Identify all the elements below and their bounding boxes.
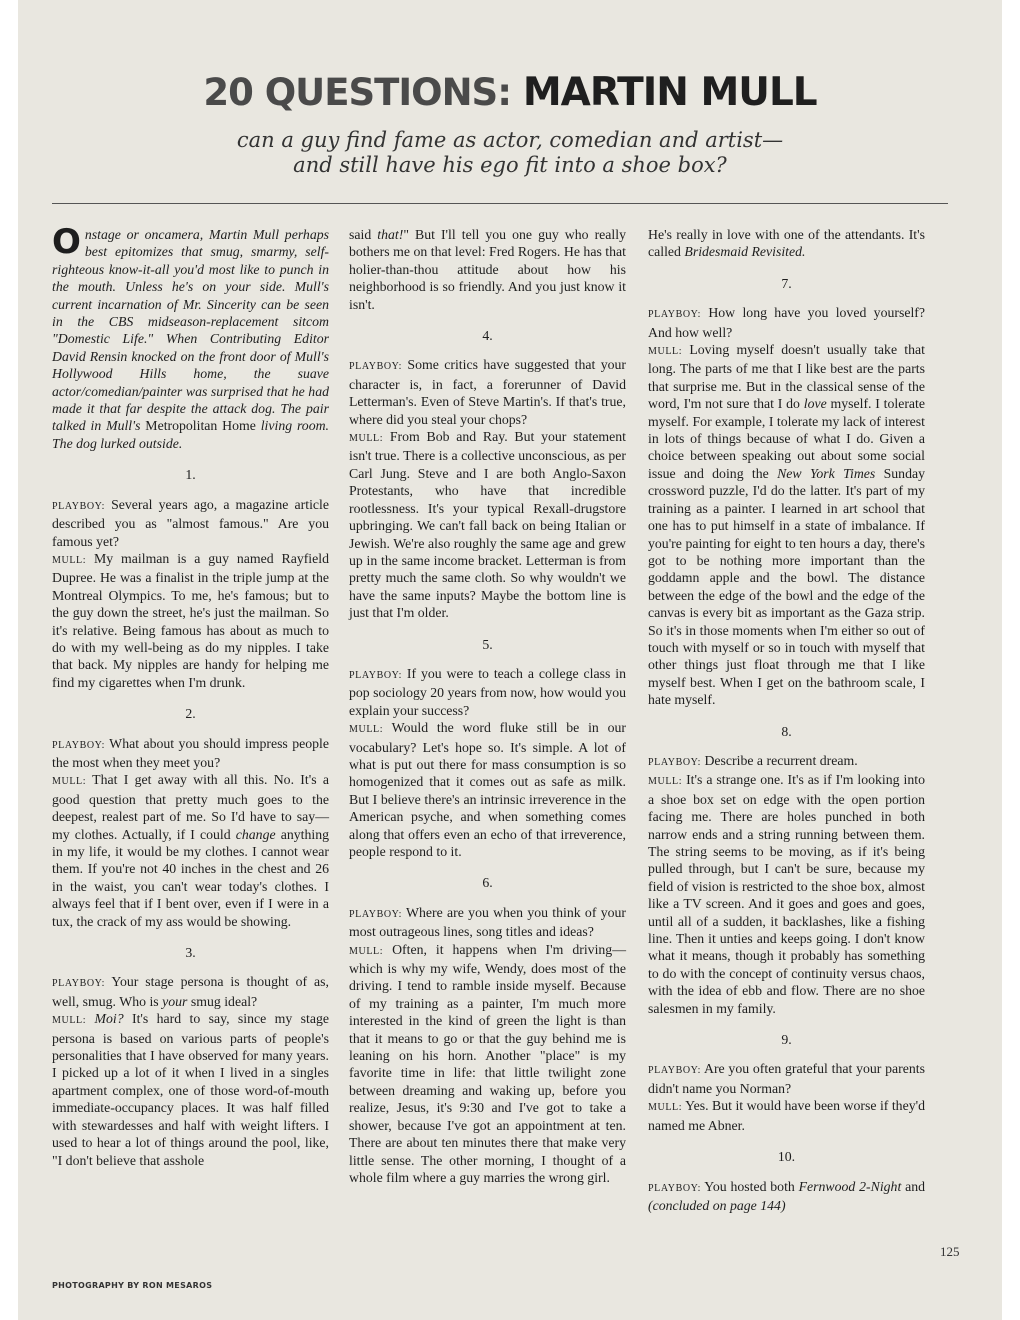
answer-text — [349, 428, 626, 621]
intro-text: nstage or oncamera, Martin Mull perhaps best epitomizes that smug, smarmy, self-righteous know-it-all you'd most like to punch in the mouth. Unless he's on your side. Mull's current incarnation of Mr. Sincerity can be seen in the CBS midseason-replacement sitcom "Domestic Life." When Contributing Editor David Rensin knocked on the front door of Mull's Hollywood Hills home, the suave actor/comedian/painter was surprised that he had made it that far despite the attack dog. The pair talked in Mull's — [52, 227, 329, 434]
speaker-label: PLAYBOY: — [349, 908, 402, 920]
answer-body: anything in my life, it would be my clothes. I cannot wear them. If you're not 40 inches in the chest and 26 in the waist, you can't wear today's clothes. I always feel that if I bent over, even if I were in a tux, the crack of my ass would be showing. — [52, 826, 329, 929]
question-body: Several years ago, a magazine article described you as "almost famous." Are you famous yet? — [52, 496, 329, 549]
question-text — [648, 304, 925, 341]
question-body: You hosted both — [704, 1178, 799, 1194]
speaker-label: MULL: — [349, 433, 384, 445]
question-emphasis: your — [162, 993, 188, 1009]
speaker-label: PLAYBOY: — [52, 739, 105, 751]
answer-text — [648, 341, 925, 709]
question-body: What about you should impress people the most when they meet you? — [52, 735, 330, 770]
speaker-label: MULL: — [52, 554, 87, 566]
answer-text — [349, 719, 626, 860]
drop-cap: O — [52, 222, 81, 262]
question-number: 6. — [482, 875, 493, 891]
answer-text — [349, 941, 626, 1187]
speaker-label: MULL: — [648, 1102, 683, 1114]
question-body: and — [901, 1178, 926, 1194]
speaker-label: MULL: — [648, 776, 683, 788]
speaker-label: PLAYBOY: — [648, 1182, 701, 1194]
answer-body: myself. I tolerate myself. For example, I tolerate my lack of interest in lots of things because of what I do. Given a choice between speaking out about some social issue and doing the — [648, 396, 925, 481]
question-text — [648, 1178, 925, 1215]
question-number: 7. — [781, 275, 792, 291]
speaker-label: PLAYBOY: — [349, 669, 402, 681]
answer-body: From Bob and Ray. But your statement isn't true. There is a collective unconscious, as per Carl Jung. Steve and I are both Anglo-Saxon Protestants, who have that incredible rootlessness. It's your typical Rexall-drugstore upbringing. We can't fall back on being Italian or Jewish. We're also roughly the same age and grew up in the same income bracket. Letterman is from pretty much the same cloth. So why wouldn't we have the same inputs? Maybe the bottom line is just that I'm older. — [349, 429, 626, 621]
subtitle-line-2: and still have his ego fit into a shoe box? — [293, 153, 727, 177]
answer-text — [52, 1010, 329, 1169]
page-subtitle — [18, 128, 1002, 178]
question-text — [52, 973, 329, 1010]
question-text — [52, 496, 329, 550]
magazine-page — [18, 0, 1002, 1320]
page-title — [18, 70, 1002, 115]
header-divider — [52, 203, 948, 204]
answer-text — [648, 1097, 925, 1134]
question-body: Your stage persona is thought of as, well, smug. Who is — [52, 974, 329, 1009]
intro-magazine-name: Metropolitan Home — [145, 418, 256, 434]
question-number: 2. — [185, 706, 196, 722]
question-body: If you were to teach a college class in pop sociology 20 years from now, how would you explain your success? — [349, 665, 626, 718]
answer-body: Loving myself doesn't usually take that long. The parts of me that I like best are the parts that surprise me. But in the classical sense of the word, I'm not sure that I do — [648, 342, 925, 412]
question-text — [648, 752, 925, 771]
question-body: Where are you when you think of your most outrageous lines, song titles and ideas? — [349, 904, 626, 940]
question-body: Describe a recurrent dream. — [704, 752, 858, 768]
question-body: Some critics have suggested that your character is, in fact, a forerunner of David Letterman's. Even of Steve Martin's. If that's true, where did you steal your chops? — [349, 357, 626, 427]
continued-text — [648, 226, 925, 261]
question-text — [648, 1060, 925, 1097]
question-number: 10. — [777, 1149, 796, 1165]
question-emphasis: Fernwood 2-Night — [798, 1178, 902, 1194]
answer-body: My mailman is a guy named Rayfield Dupree. He was a finalist in the triple jump at the Montreal Olympics. To me, he's famous; but to the guy down the street, he's just the mailman. So it's relative. Being famous has about as much to do with my well-being as do my nipples. I take that back. My nipples are handy for helping me find my cigarettes when I'm drunk. — [52, 550, 330, 690]
question-body: smug ideal? — [187, 993, 258, 1009]
answer-body: Would the word fluke still be in our vocabulary? Let's hope so. It's simple. A lot of what is put out there for mass consumption is so homogenized that it comes out as safe as milk. But I believe there's an intrinsic irreverence in the American psyche, and when something comes along that offers even an echo of that irreverence, people respond to it. — [349, 720, 627, 859]
answer-body: It's hard to say, since my stage persona is based on various parts of people's personalities that I have observed for many years. I picked up a lot of it when I lived in a singles apartment complex, one of those word-of-mouth immediate-occupancy places. It was half filled with stewardesses and half with weight lifters. I used to hear a lot of things around the pool, like, "I don't believe that asshole — [52, 1011, 329, 1168]
answer-body: That I get away with all this. No. It's a good question that pretty much goes to the deepest, realest part of me. So I'd have to say—my clothes. Actually, if I could — [52, 772, 329, 842]
speaker-label: MULL: — [52, 776, 87, 788]
question-number: 5. — [482, 636, 493, 652]
answer-emphasis: that! — [377, 227, 404, 242]
answer-emphasis: love — [803, 396, 827, 412]
speaker-label: PLAYBOY: — [349, 361, 402, 373]
answer-text — [648, 771, 925, 1017]
question-text — [349, 665, 626, 719]
answer-text — [52, 771, 329, 930]
question-number: 3. — [185, 945, 196, 961]
speaker-label: MULL: — [52, 1015, 87, 1027]
subtitle-line-1: can a guy find fame as actor, comedian and artist— — [236, 128, 784, 152]
title-name: MARTIN MULL — [522, 70, 817, 115]
speaker-label: PLAYBOY: — [648, 309, 701, 321]
intro-paragraph — [52, 222, 330, 452]
intro-text-end: living room. The dog lurked outside. — [52, 418, 330, 451]
title-prefix: 20 QUESTIONS: — [203, 71, 523, 114]
answer-emphasis: Moi? — [94, 1011, 124, 1027]
photo-credit: PHOTOGRAPHY BY RON MESAROS — [52, 1281, 213, 1290]
answer-emphasis: change — [235, 826, 276, 842]
continued-text — [349, 226, 626, 313]
speaker-label: PLAYBOY: — [648, 1065, 701, 1077]
page-number: 125 — [940, 1244, 960, 1259]
answer-body: " But I'll tell you one guy who really bothers me on that level: Fred Rogers. He has that holier-than-thou attitude about how his neighborhood is so friendly. And you just know it isn't. — [349, 227, 626, 312]
question-text — [349, 904, 626, 941]
answer-body: It's a strange one. It's as if I'm looking into a shoe box set on edge with the open portion facing me. There are holes punched in both narrow ends and a string running between them. The string seems to be moving, as if it's being pulled through, but I can't be sure, because my field of vision is restricted to the shoe box, almost like a TV screen. And it goes and goes and goes, until all of a sudden, it backlashes, like a fishing line. Then it unties and keeps going. I don't know what it means, though it probably has something to do with the concept of continuity versus chaos, with the idea of ebb and flow. There are no shoe salesmen in my family. — [648, 772, 925, 1016]
article-column-1 — [52, 222, 330, 1169]
speaker-label: MULL: — [349, 724, 384, 736]
answer-body: Sunday crossword puzzle, I'd do the latter. It's part of my training as a painter. I learned in art school that one has to put himself in a state of imbalance. If you're painting for eight to ten hours a day, there's got to be nothing more important than the goddamn apple and the bowl. The distance between the edge of the bowl and the edge of the canvas is every bit as important as the Gaza strip. So it's in those moments when I'm either so out of touch with myself or so in touch with myself that other things just float through me that I like myself best. When I get on the bathroom scale, I hate myself. — [648, 465, 925, 708]
question-body: Are you often grateful that your parents didn't name you Norman? — [648, 1061, 925, 1096]
speaker-label: PLAYBOY: — [52, 978, 105, 990]
answer-emphasis: New York Times — [777, 465, 876, 481]
question-number: 8. — [781, 723, 792, 739]
question-number: 4. — [482, 328, 493, 344]
article-column-2 — [349, 226, 626, 1186]
continuation-note: (concluded on page 144) — [648, 1197, 786, 1213]
speaker-label: MULL: — [349, 945, 384, 957]
question-text — [349, 356, 626, 428]
answer-body: He's really in love with one of the attendants. It's called — [648, 227, 925, 260]
answer-text — [52, 550, 329, 691]
question-body: How long have you loved yourself? And how well? — [648, 305, 926, 340]
answer-emphasis: Bridesmaid Revisited. — [684, 244, 806, 260]
question-number: 9. — [781, 1032, 792, 1048]
answer-body: Often, it happens when I'm driving—which is why my wife, Wendy, does most of the driving. I tend to ramble inside myself. Because of my training as a painter, I'm much more interested in the kind of green the light is than that it means to go or that the guy behind me is leaning on his horn. Another "place" is my favorite time in life: that little twilight zone between dreaming and waking up, before you realize, Jesus, it's 9:30 and I've got to take a shower, because I've got an appointment at ten. There are about ten minutes there that make very little sense. The other morning, I thought of a whole film where a guy marries the wrong girl. — [349, 941, 626, 1185]
article-column-3 — [648, 226, 925, 1214]
question-number: 1. — [185, 467, 196, 483]
answer-body: said — [349, 227, 378, 242]
speaker-label: MULL: — [648, 346, 683, 358]
speaker-label: PLAYBOY: — [52, 500, 105, 512]
question-text — [52, 735, 329, 772]
speaker-label: PLAYBOY: — [648, 756, 701, 768]
answer-body: Yes. But it would have been worse if they'd named me Abner. — [648, 1098, 925, 1133]
